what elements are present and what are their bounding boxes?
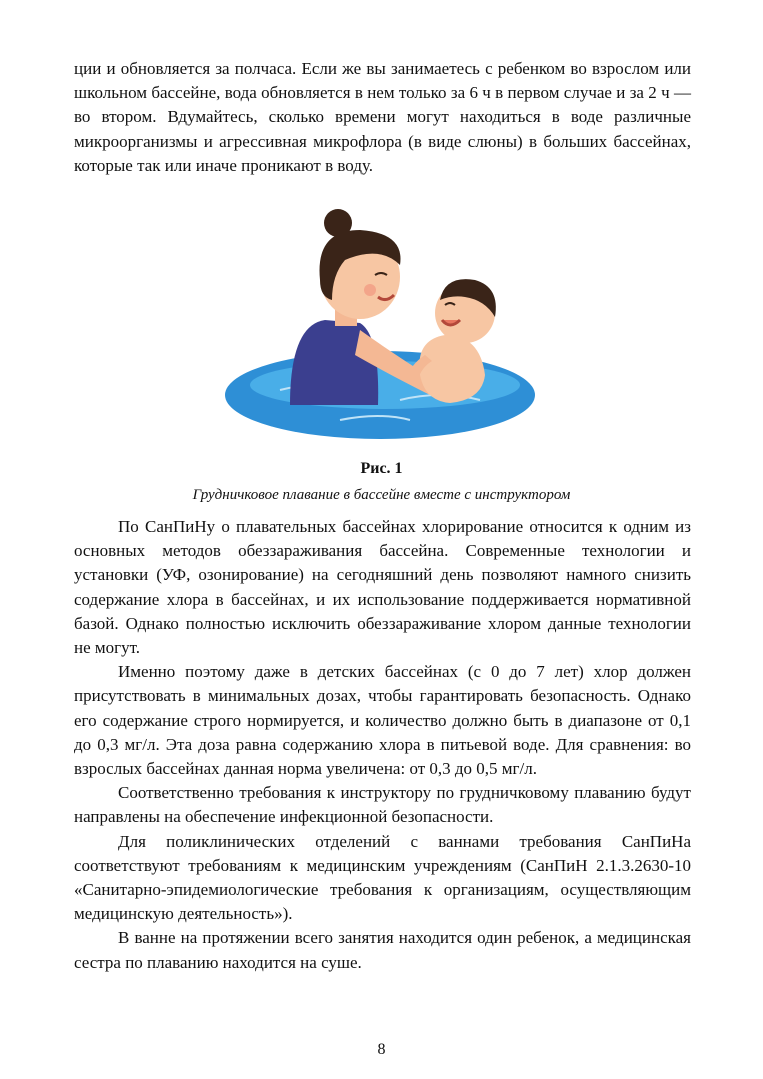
paragraph: Именно поэтому даже в детских бассейнах (с 0 до 7 лет) хлор должен присутствовать в минимальных дозах, чтобы гарантировать безопасность. Однако его содержание строго нормируется, и количество должно быть в диапазоне от 0,1 до 0,3 мг/л. Эта доза равна содержанию хлора в питьевой воде. Для сравнения: во взрослых бассейнах данная норма увеличена: от 0,3 до 0,5 мг/л. <box>74 662 691 779</box>
paragraph: Соответственно требования к инструктору по грудничковому плаванию будут направлены на обеспечение инфекционной безопасности. <box>74 783 691 827</box>
paragraph: По СанПиНу о плавательных бассейнах хлорирование относится к одним из основных методов обеззараживания бассейна. Современные технологии и установки (УФ, озонирование) на сегодняшний день позволяют намного снизить содержание хлора в бассейнах, и их использование поддерживается нормативной базой. Однако полностью исключить обеззараживание хлором данные технологии не могут. <box>74 517 691 658</box>
intro-paragraph <box>74 57 691 178</box>
page-number: 8 <box>377 1041 386 1058</box>
figure-illustration <box>220 205 550 450</box>
figure-caption: Грудничковое плавание в бассейне вместе с инструктором <box>192 487 571 503</box>
mother-and-baby-swimming-illustration-icon <box>220 205 550 450</box>
paragraph: Для поликлинических отделений с ваннами требования СанПиНа соответствуют требованиям к медицинским учреждениям (СанПиН 2.1.3.2630-10 «Санитарно-эпидемиологические требования к организациям, осуществляющим медицинскую деятельность»). <box>74 831 691 924</box>
figure-title: Рис. 1 <box>360 460 403 477</box>
paragraph: В ванне на протяжении всего занятия находится один ребенок, а медицинская сестра по плаванию находится на суше. <box>74 928 691 972</box>
body-text <box>74 515 691 975</box>
paragraph-text: ции и обновляется за полчаса. Если же вы занимаетесь с ребенком во взрослом или школьном бассейне, вода обновляется в нем только за 6 ч в первом случае и за 2 ч — во втором. Вдумайтесь, сколько времени могут находиться в воде различные микроорганизмы и агрессивная микрофлора (в виде слюны) в больших бассейнах, которые так или иначе проникают в воду. <box>74 59 691 175</box>
